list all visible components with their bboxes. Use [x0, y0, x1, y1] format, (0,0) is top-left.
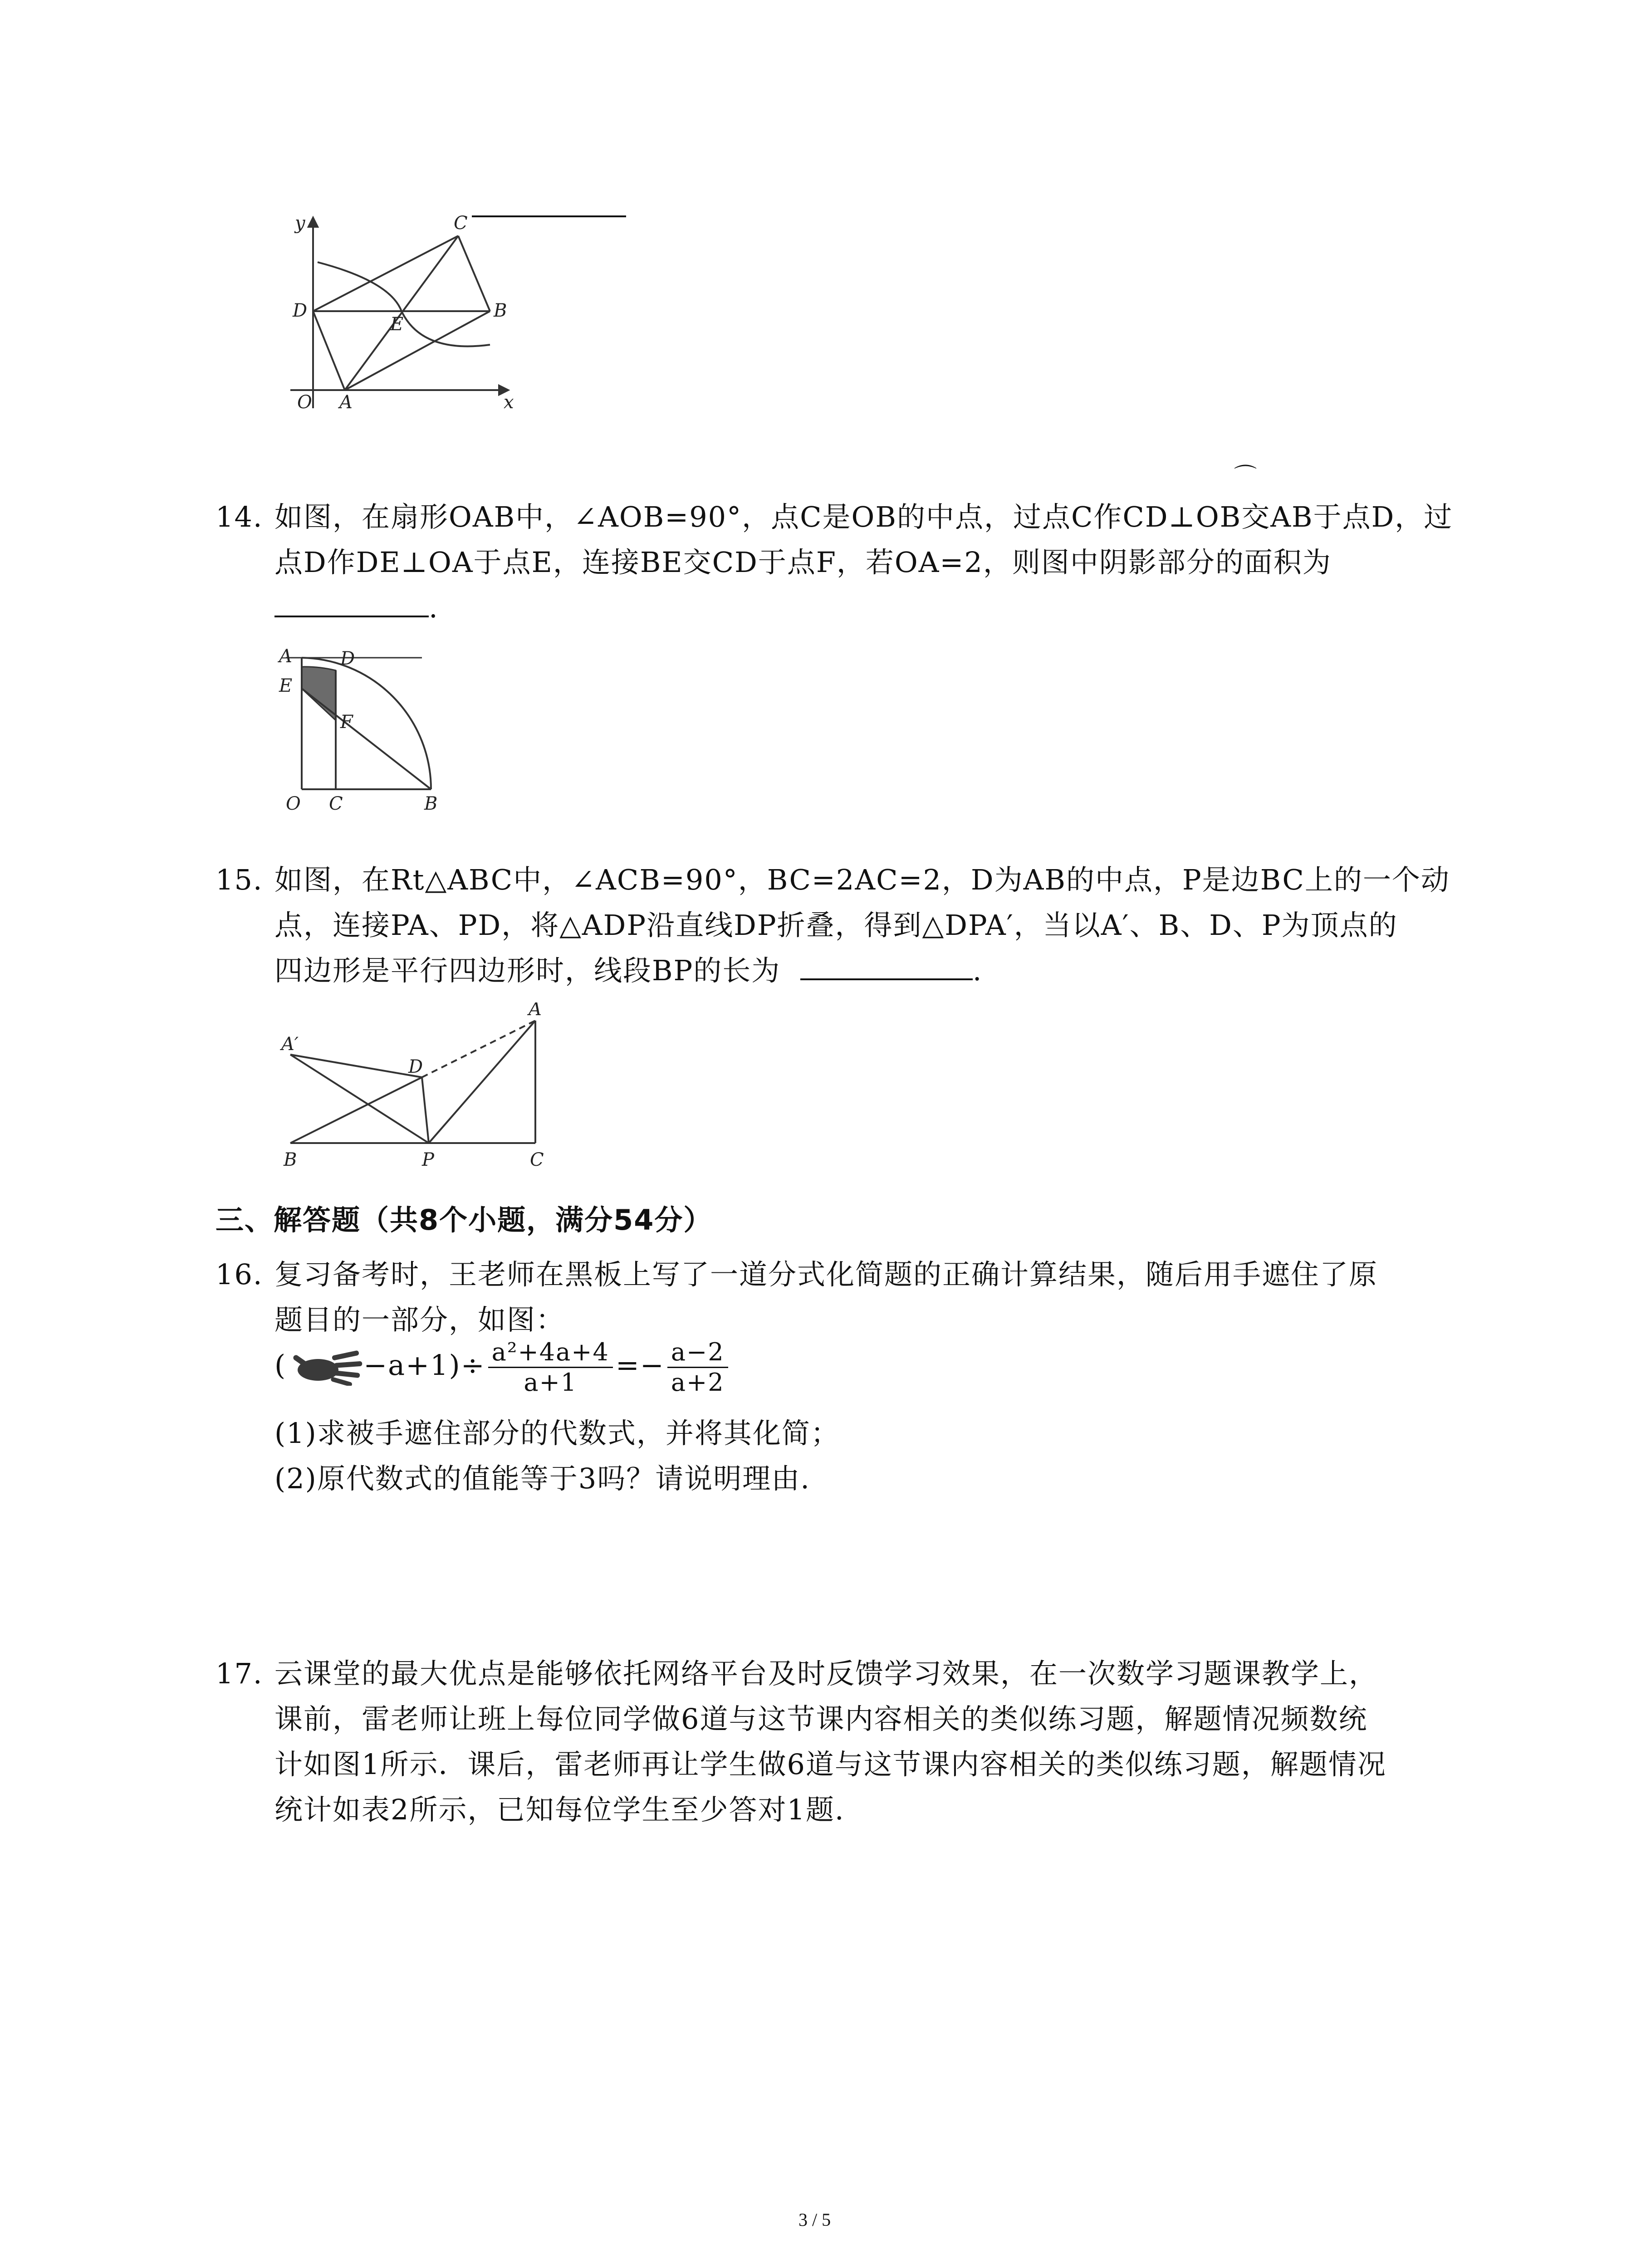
q15-figure: [272, 1002, 590, 1175]
q15-number: 15.: [216, 863, 263, 896]
q16-fraction-1: $\frac{\text{a²+4a+4}}{a+1}$: [488, 1338, 613, 1397]
q17-line4: 统计如表2所示，已知每位学生至少答对1题.: [274, 1793, 845, 1826]
q14-label-e: E: [279, 675, 293, 696]
q13-figure: [272, 209, 526, 417]
q14-answer-blank: [274, 588, 429, 617]
q13-label-x: x: [504, 392, 514, 413]
q14-label-f: F: [340, 712, 353, 733]
q16-formula: ( −a+1)÷ $\frac{\text{a²+4a+4}}{a+1}$ =− $\frac{a-2}{a+2}$: [274, 1334, 731, 1397]
q13-label-c: C: [454, 213, 468, 234]
q14-label-o: O: [286, 793, 301, 814]
q16-line1: [216, 1252, 1378, 1297]
q13-label-e: E: [390, 314, 404, 335]
hand-icon: [286, 1349, 363, 1386]
q17-line3: 计如图1所示．课后，雷老师再让学生做6道与这节课内容相关的类似练习题，解题情况: [274, 1748, 1386, 1781]
q15-label-d: D: [408, 1056, 423, 1077]
q14-label-c: C: [329, 793, 343, 814]
q15-label-p: P: [422, 1149, 434, 1170]
section3-title: 三、解答题（共8个小题，满分54分）: [216, 1203, 713, 1237]
q14-line3: .: [274, 585, 439, 631]
q14-label-b: B: [424, 793, 438, 814]
q15-label-a: A: [529, 1002, 542, 1020]
page-number: 3 / 5: [798, 2209, 831, 2230]
q15-label-a-prime: A′: [281, 1034, 299, 1055]
q15-line3: 四边形是平行四边形时，线段BP的长为 .: [274, 948, 982, 993]
q14-number: 14.: [216, 500, 263, 533]
q16-part1: (1)求被手遮住部分的代数式，并将其化简；: [274, 1417, 840, 1450]
q14-line1: [216, 494, 1453, 540]
q14-label-d: D: [340, 648, 355, 669]
q16-number: 16.: [216, 1258, 263, 1291]
q13-label-d: D: [293, 300, 308, 321]
q13-label-b: B: [494, 300, 507, 321]
q14-figure: [272, 635, 463, 816]
q17-text-line1: 云课堂的最大优点是能够依托网络平台及时反馈学习效果，在一次数学习题课教学上，: [274, 1657, 1378, 1690]
q16-part2: (2)原代数式的值能等于3吗？请说明理由.: [274, 1462, 810, 1495]
q13-label-o: O: [297, 392, 312, 413]
q16-text-line1: 复习备考时，王老师在黑板上写了一道分式化简题的正确计算结果，随后用手遮住了原: [274, 1258, 1378, 1291]
q15-line1: [216, 857, 1450, 903]
q14-label-a: A: [279, 646, 292, 667]
q15-label-c: C: [530, 1149, 544, 1170]
q13-label-a: A: [339, 392, 353, 413]
q14-line2: 点D作DE⊥OA于点E，连接BE交CD于点F，若OA=2，则图中阴影部分的面积为: [274, 546, 1332, 579]
q15-answer-blank: [800, 951, 973, 980]
q16-line2: 题目的一部分，如图：: [274, 1303, 565, 1336]
q14-text-line1: 如图，在扇形OAB中，∠AOB=90°，点C是OB的中点，过点C作CD⊥OB交AB于点D，过: [274, 500, 1453, 533]
q14-arc-mark: ⌒: [1234, 463, 1258, 489]
q13-label-y: y: [295, 213, 305, 234]
q17-number: 17.: [216, 1657, 263, 1690]
q16-fraction-2: $\frac{a-2}{a+2}$: [667, 1338, 728, 1397]
q15-line2: 点，连接PA、PD，将△ADP沿直线DP折叠，得到△DPA′，当以A′、B、D、P为顶点的: [274, 909, 1398, 942]
q15-label-b: B: [284, 1149, 297, 1170]
q17-line2: 课前，雷老师让班上每位同学做6道与这节课内容相关的类似练习题，解题情况频数统: [274, 1702, 1368, 1735]
q17-line1: [216, 1651, 1378, 1696]
q15-text-line1: 如图，在Rt△ABC中，∠ACB=90°，BC=2AC=2，D为AB的中点，P是边BC上的一个动: [274, 863, 1450, 896]
